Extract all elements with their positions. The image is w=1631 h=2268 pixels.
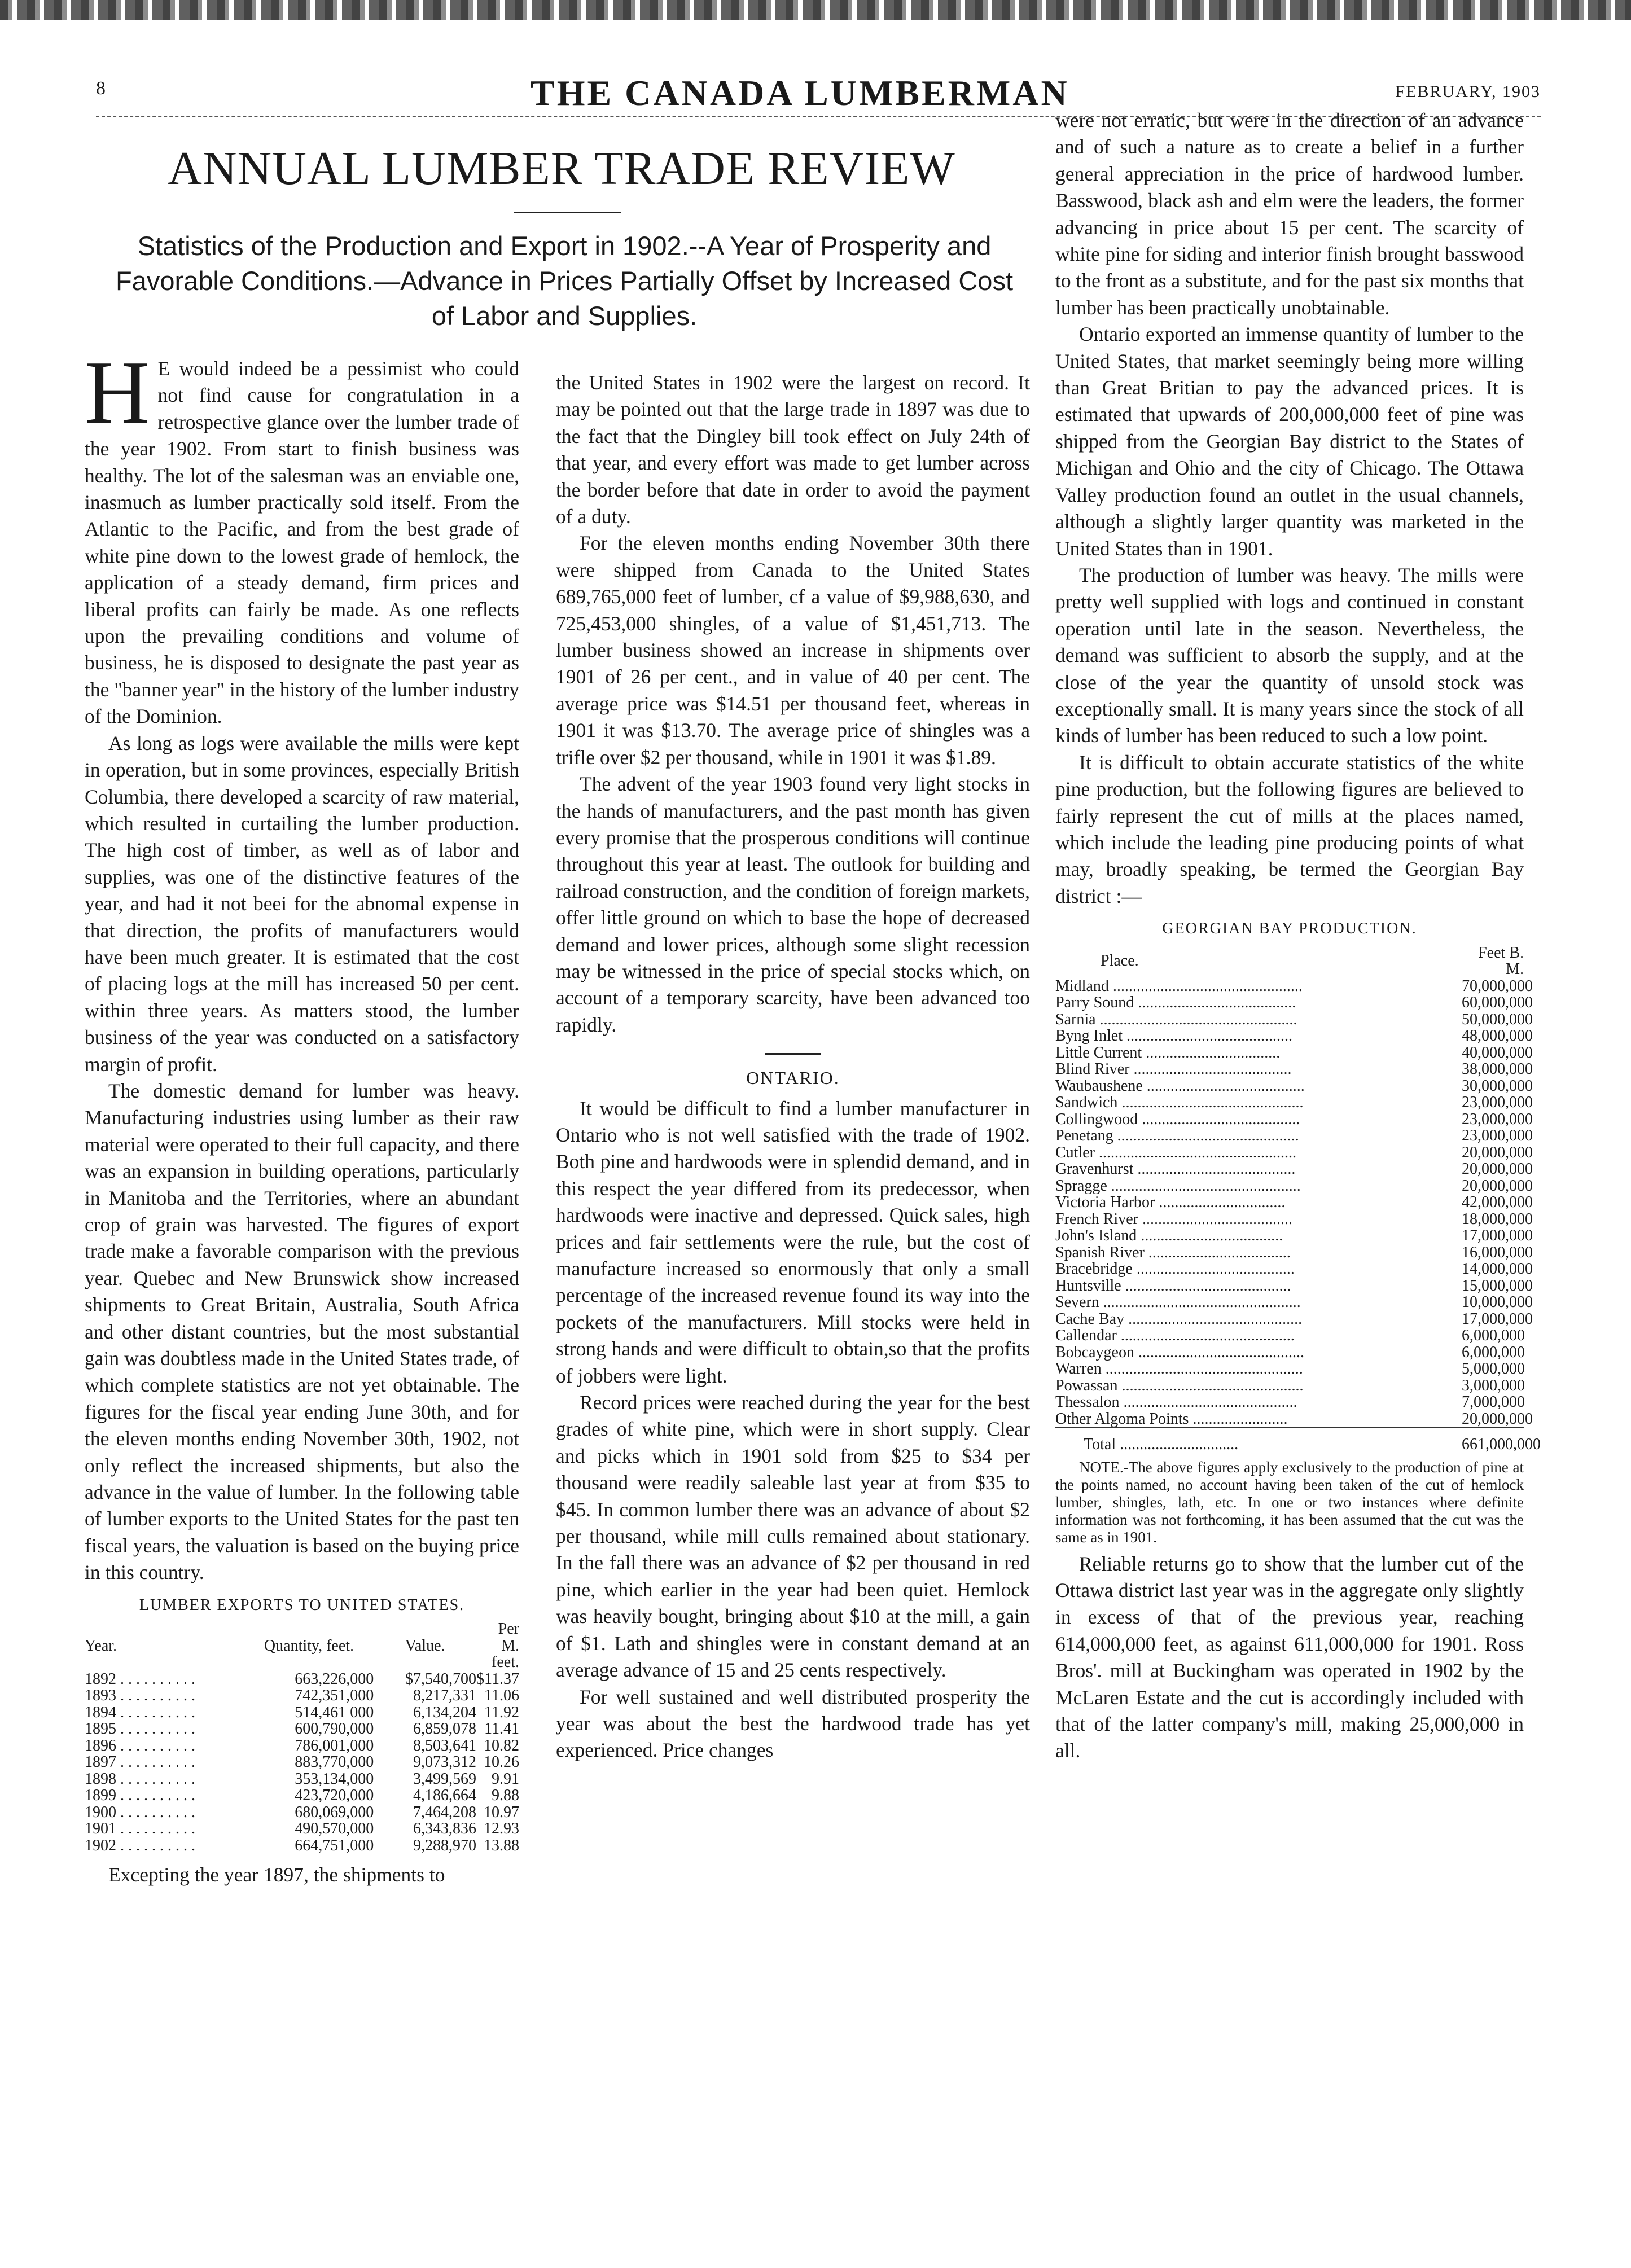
table-header: Feet B. M.: [1478, 944, 1524, 979]
table-header: Year.: [85, 1637, 117, 1655]
table-header: Value.: [405, 1637, 445, 1655]
feet-cell: 20,000,000: [1462, 1177, 1533, 1195]
table-row: [1055, 1311, 1524, 1328]
table-cell: 423,720,000: [295, 1787, 374, 1805]
table-row: [1055, 1361, 1524, 1378]
feet-cell: 5,000,000: [1462, 1360, 1525, 1378]
place-cell: Huntsville ..........................................: [1055, 1277, 1291, 1295]
table-row: [1055, 1278, 1524, 1295]
table-header: Per M. feet.: [492, 1620, 519, 1672]
paragraph: Reliable returns go to show that the lumber cut of the Ottawa district last year was in the aggregate only slightly in excess of that of the previous year, reaching 614,000,000 feet, as against 611,000,000 for 1901. Ross Bros'. mill at Buckingham was operated in 1902 by the McLaren Estate and the cut is accordingly included with that of the latter company's mill, making 25,000,000 in all.: [1055, 1552, 1524, 1762]
table-cell: 490,570,000: [295, 1820, 374, 1838]
table-cell: 1901 . . . . . . . . . .: [85, 1820, 195, 1838]
exports-table-title: LUMBER EXPORTS TO UNITED STATES.: [139, 1596, 465, 1614]
table-cell: 1892 . . . . . . . . . .: [85, 1670, 195, 1688]
table-row: [1055, 1194, 1524, 1211]
table-row: [85, 1721, 519, 1738]
issue-date: FEBRUARY, 1903: [1395, 82, 1541, 101]
feet-cell: 40,000,000: [1462, 1043, 1533, 1061]
table-row: [85, 1671, 519, 1688]
table-row: [85, 1787, 519, 1804]
table-cell: 514,461 000: [295, 1703, 374, 1721]
column-3: [1055, 107, 1541, 1765]
feet-cell: 20,000,000: [1462, 1143, 1533, 1161]
table-cell: $7,540,700: [405, 1670, 477, 1688]
paragraph: For the eleven months ending November 30th there were shipped from Canada to the United States 689,765,000 feet of lumber, cf a value of $9,988,630, and 725,453,000 shingles, of a value of $1,451,713. The lumber business showed an increase in shipments over 1901 of 26 per cent., and in value of 40 per cent. The average price was $14.51 per thousand feet, whereas in 1901 it was $13.70. The average price of shingles was a trifle over $2 per thousand, while in 1901 it was $1.89.: [556, 532, 1030, 769]
table-row: [85, 1771, 519, 1788]
place-cell: Cutler ..................................................: [1055, 1144, 1296, 1161]
table-cell: 664,751,000: [295, 1836, 374, 1854]
table-row: [85, 1754, 519, 1771]
table-cell: 11.41: [484, 1720, 519, 1738]
place-cell: Bobcaygeon ..........................................: [1055, 1344, 1304, 1361]
place-cell: Warren ..................................................: [1055, 1361, 1303, 1378]
table-cell: 8,503,641: [413, 1736, 477, 1754]
journal-title: THE CANADA LUMBERMAN: [530, 73, 1069, 113]
table-row: [1055, 1294, 1524, 1311]
table-row: [1055, 1327, 1524, 1344]
table-row: [85, 1804, 519, 1821]
feet-cell: 10,000,000: [1462, 1293, 1533, 1311]
table-row: [1055, 978, 1524, 995]
table-row: [1055, 1411, 1524, 1428]
table-row: [85, 1738, 519, 1754]
table-cell: 680,069,000: [295, 1803, 374, 1821]
table-row: [1055, 1144, 1524, 1161]
paragraph: H E would indeed be a pessimist who could not find cause for congratulation in a retrospective glance over the lumber trade of the year 1902. From start to finish business was healthy. The lot of the salesman was an enviable one, inasmuch as lumber practically sold itself. From the Atlantic to the Pacific, and from the best grade of white pine down to the lowest grade of hemlock, the application of a steady demand, firm prices and liberal profits can fairly be made. As one reflects upon the prevailing conditions and volume of business, he is disposed to designate the past year as the "banner year" in the history of the lumber industry of the Dominion.: [85, 342, 519, 728]
feet-cell: 42,000,000: [1462, 1194, 1533, 1212]
feet-cell: 18,000,000: [1462, 1210, 1533, 1228]
table-cell: 600,790,000: [295, 1720, 374, 1738]
table-row: [1055, 1394, 1524, 1411]
feet-cell: 17,000,000: [1462, 1227, 1533, 1245]
table-row: [1055, 1094, 1524, 1111]
table-note: NOTE.-The above figures apply exclusively to the production of pine at the points named, no account having been taken of the cut of hemlock lumber, shingles, lath, etc. In one or two instances where definite information was not forthcoming, it has been assumed that the cut was the same as in 1901.: [1055, 1458, 1524, 1546]
table-row: [1055, 1244, 1524, 1261]
table-cell: 1893 . . . . . . . . . .: [85, 1687, 195, 1705]
table-row: [1055, 1078, 1524, 1095]
paragraph: The domestic demand for lumber was heavy. Manufacturing industries using lumber as their raw material were operated to their full capacity, and there was an expansion in building operations, particularly in Manitoba and the Territories, where an abundant crop of grain was harvested. The figures of export trade make a favorable comparison with the previous year. Quebec and New Brunswick show increased shipments to Great Britain, Australia, South Africa and other distant countries, but the most substantial gain was doubtless made in the United States trade, of which complete statistics are not yet obtainable. The figures for the fiscal year ending June 30th, and for the eleven months ending November 30th, 1902, not only reflect the increased shipments, but also the advance in the value of lumber. In the following table of lumber exports to the United States for the past ten fiscal years, the valuation is based on the buying price in this country.: [85, 1079, 519, 1584]
table-row: [1055, 1045, 1524, 1061]
feet-cell: 23,000,000: [1462, 1094, 1533, 1112]
table-header: Place.: [1101, 952, 1139, 970]
table-cell: 883,770,000: [295, 1753, 374, 1771]
total-label: Total ..............................: [1055, 1428, 1462, 1453]
table-cell: 11.06: [484, 1687, 519, 1705]
feet-cell: 6,000,000: [1462, 1343, 1525, 1361]
georgian-bay-table: [1055, 944, 1541, 1454]
feet-cell: 70,000,000: [1462, 977, 1533, 995]
place-cell: Other Algoma Points ........................: [1055, 1410, 1288, 1428]
table-cell: 11.92: [484, 1703, 519, 1721]
table-cell: 1897 . . . . . . . . . .: [85, 1753, 195, 1771]
place-cell: Victoria Harbor ................................: [1055, 1194, 1286, 1211]
table-cell: 353,134,000: [295, 1770, 374, 1788]
table-cell: 9.88: [492, 1787, 519, 1805]
table-cell: 742,351,000: [295, 1687, 374, 1705]
place-cell: Sarnia ..................................................: [1055, 1011, 1297, 1028]
feet-cell: 6,000,000: [1462, 1327, 1525, 1345]
top-border-band: [0, 0, 1631, 20]
section-rule: [765, 1053, 821, 1055]
georgian-table-title: GEORGIAN BAY PRODUCTION.: [1162, 920, 1417, 938]
paragraph: The production of lumber was heavy. The mills were pretty well supplied with logs and continued in constant operation until late in the season. Nevertheless, the demand was sufficient to absorb the supply, and at the close of the year the quantity of unsold stock was exceptionally small. It is many years since the stock of all kinds of lumber has been reduced to such a low point.: [1055, 563, 1524, 747]
ontario-heading: ONTARIO.: [746, 1068, 840, 1089]
place-cell: Thessalon ............................................: [1055, 1394, 1297, 1411]
feet-cell: 20,000,000: [1462, 1160, 1533, 1178]
place-cell: Sandwich ..............................................: [1055, 1094, 1304, 1111]
place-cell: Midland ................................................: [1055, 977, 1303, 995]
column-1: [85, 342, 519, 1889]
place-cell: Little Current ..................................: [1055, 1044, 1281, 1061]
table-cell: 12.93: [484, 1820, 519, 1838]
table-cell: 9,073,312: [413, 1753, 477, 1771]
total-value: 661,000,000: [1462, 1428, 1524, 1453]
table-cell: 6,134,204: [413, 1703, 477, 1721]
table-row: [1055, 994, 1524, 1011]
feet-cell: 23,000,000: [1462, 1110, 1533, 1128]
place-cell: French River ......................................: [1055, 1210, 1292, 1228]
table-cell: 8,217,331: [413, 1687, 477, 1705]
table-cell: 1900 . . . . . . . . . .: [85, 1803, 195, 1821]
table-row: [85, 1837, 519, 1854]
place-cell: Spanish River ....................................: [1055, 1244, 1291, 1261]
feet-cell: 20,000,000: [1462, 1410, 1533, 1428]
table-cell: 10.26: [484, 1753, 519, 1771]
table-cell: 3,499,569: [413, 1770, 477, 1788]
paragraph: The advent of the year 1903 found very light stocks in the hands of manufacturers, and the past month has given every promise that the prosperous conditions will continue throughout this year at least. The outlook for building and railroad construction, and the condition of foreign markets, offer little ground on which to base the hope of decreased demand and lower prices, although some slight recession may be witnessed in the price of special stocks which, on account of a temporary scarcity, have been advanced too rapidly.: [556, 773, 1030, 1036]
table-cell: 1899 . . . . . . . . . .: [85, 1787, 195, 1805]
feet-cell: 7,000,000: [1462, 1393, 1525, 1411]
table-cell: 1898 . . . . . . . . . .: [85, 1770, 195, 1788]
place-cell: Severn ..................................................: [1055, 1294, 1301, 1311]
table-cell: 10.82: [484, 1736, 519, 1754]
place-cell: Cache Bay ............................................: [1055, 1310, 1303, 1328]
paragraph: Ontario exported an immense quantity of lumber to the United States, that market seemingly being more willing than Great Britian to pay the advanced prices. It is estimated that upwards of 200,000,000 feet of pine was shipped from the Georgian Bay district to the States of Michigan and Ohio and the city of Chicago. The Ottawa Valley production found an outlet in the usual channels, although a slightly larger quantity was marketed in the United States than in 1901.: [1055, 323, 1524, 560]
table-cell: 7,464,208: [413, 1803, 477, 1821]
table-row: [85, 1820, 519, 1837]
feet-cell: 17,000,000: [1462, 1310, 1533, 1328]
place-cell: Waubaushene ........................................: [1055, 1077, 1305, 1095]
place-cell: Collingwood ........................................: [1055, 1111, 1300, 1128]
table-row: [1055, 1028, 1524, 1045]
table-cell: 663,226,000: [295, 1670, 374, 1688]
place-cell: John's Island ....................................: [1055, 1227, 1283, 1244]
paragraph: As long as logs were available the mills were kept in operation, but in some provinces, especially British Columbia, there developed a scarcity of raw material, which resulted in curtailing the lumber production. The high cost of timber, as well as of labor and supplies, was one of the distinctive features of the year, and had it not beei for the abnomal expense in that direction, the profits of manufacturers would have been much greater. It is estimated that the cost of placing logs at the mill has increased 50 per cent. within three years. As matters stood, the lumber business of the year was conducted on a satisfactory margin of profit.: [85, 731, 519, 1076]
table-row: [1055, 1344, 1524, 1361]
column-2: [556, 370, 1030, 1764]
page-number: 8: [96, 78, 106, 99]
feet-cell: 3,000,000: [1462, 1376, 1525, 1394]
table-header: Quantity, feet.: [264, 1637, 354, 1655]
place-cell: Penetang ..............................................: [1055, 1128, 1299, 1144]
table-row: [1055, 1011, 1524, 1028]
table-cell: 6,343,836: [413, 1820, 477, 1838]
place-cell: Callendar ............................................: [1055, 1327, 1295, 1344]
article-subtitle: Statistics of the Production and Export in 1902.--A Year of Prosperity and Favorable Conditions.—Advance in Prices Partially Offset by Increased Cost of Labor and Supplies.: [115, 231, 1014, 331]
place-cell: Powassan ..............................................: [1055, 1377, 1304, 1394]
drop-cap: H: [85, 342, 150, 442]
paragraph: It is difficult to obtain accurate statistics of the white pine production, but the following figures are believed to fairly represent the cut of mills at the places named, which include the leading pine producing points of what may, broadly speaking, be termed the Georgian Bay district :—: [1055, 751, 1524, 907]
paragraph: Record prices were reached during the year for the best grades of white pine, which were in short supply. Clear and picks which in 1901 sold from $25 to $34 per thousand were readily saleable last year at from $35 to $45. In common lumber there was an advance of about $2 per thousand, while mill culls remained about stationary. In the fall there was an advance of $2 per thousand in red pine, which earlier in the year had been quiet. Hemlock was heavily bought, bringing about $10 at the mill, a gain of $1. Lath and shingles were in constant demand at an average advance of 15 and 25 cents respectively.: [556, 1391, 1030, 1682]
place-cell: Parry Sound ........................................: [1055, 994, 1296, 1011]
table-cell: 9,288,970: [413, 1836, 477, 1854]
table-row: [85, 1704, 519, 1721]
feet-cell: 30,000,000: [1462, 1077, 1533, 1095]
table-row: [1055, 1161, 1524, 1178]
paragraph: It would be difficult to find a lumber manufacturer in Ontario who is not well satisfied with the trade of 1902. Both pine and hardwoods were in splendid demand, and in this respect the year differed from its predecessor, when hardwoods were inactive and depressed. Quick sales, high prices and fair settlements were the rule, but the cost of manufacture increased so enormously that only a small percentage of the increased revenue found its way into the pockets of the manufacturers. Mill stocks were held in strong hands and were difficult to obtain,so that the profits of jobbers were light.: [556, 1096, 1030, 1387]
paragraph: were not erratic, but were in the direction of an advance and of such a nature as to create a belief in a further general appreciation in the price of hardwood lumber. Basswood, black ash and elm were the leaders, the former advancing in price about 15 per cent. The scarcity of white pine for siding and interior finish brought basswood to the front as a substitute, and for the past six months that lumber has been practically unobtainable.: [1055, 109, 1524, 319]
table-cell: 1896 . . . . . . . . . .: [85, 1736, 195, 1754]
table-row: [1055, 1128, 1524, 1144]
table-row: [85, 1687, 519, 1704]
table-cell: 1894 . . . . . . . . . .: [85, 1703, 195, 1721]
table-cell: 1895 . . . . . . . . . .: [85, 1720, 195, 1738]
feet-cell: 38,000,000: [1462, 1060, 1533, 1078]
table-row: [1055, 1378, 1524, 1394]
feet-cell: 23,000,000: [1462, 1127, 1533, 1145]
table-row: [1055, 1261, 1524, 1278]
table-row: [1055, 1178, 1524, 1195]
paragraph: the United States in 1902 were the largest on record. It may be pointed out that the large trade in 1897 was due to the fact that the Dingley bill took effect on July 24th of that year, and every effort was made to get lumber across the border before that date in order to avoid the payment of a duty.: [556, 371, 1030, 528]
place-cell: Byng Inlet ..........................................: [1055, 1028, 1292, 1045]
feet-cell: 48,000,000: [1462, 1027, 1533, 1045]
exports-table: [85, 1621, 519, 1854]
table-cell: 10.97: [484, 1803, 519, 1821]
feet-cell: 15,000,000: [1462, 1276, 1533, 1295]
place-cell: Blind River ........................................: [1055, 1061, 1292, 1078]
place-cell: Gravenhurst ........................................: [1055, 1161, 1296, 1178]
table-row: [1055, 1111, 1524, 1128]
feet-cell: 14,000,000: [1462, 1260, 1533, 1278]
title-rule: [514, 212, 621, 213]
paragraph: Excepting the year 1897, the shipments to: [108, 1863, 445, 1887]
place-cell: Spragge ................................................: [1055, 1177, 1301, 1195]
place-cell: Bracebridge ........................................: [1055, 1261, 1295, 1278]
feet-cell: 50,000,000: [1462, 1010, 1533, 1028]
table-cell: 13.88: [484, 1836, 519, 1854]
paragraph: For well sustained and well distributed prosperity the year was about the best the hardwood trade has yet experienced. Price changes: [556, 1685, 1030, 1762]
article-title: ANNUAL LUMBER TRADE REVIEW: [168, 142, 955, 195]
table-cell: $11.37: [476, 1670, 519, 1688]
table-cell: 4,186,664: [413, 1787, 477, 1805]
table-cell: 1902 . . . . . . . . . .: [85, 1836, 195, 1854]
table-row: [1055, 1061, 1524, 1078]
table-row: [1055, 1227, 1524, 1244]
table-cell: 6,859,078: [413, 1720, 477, 1738]
feet-cell: 60,000,000: [1462, 994, 1533, 1012]
feet-cell: 16,000,000: [1462, 1243, 1533, 1261]
table-row: [1055, 1211, 1524, 1228]
table-cell: 786,001,000: [295, 1736, 374, 1754]
table-cell: 9.91: [492, 1770, 519, 1788]
